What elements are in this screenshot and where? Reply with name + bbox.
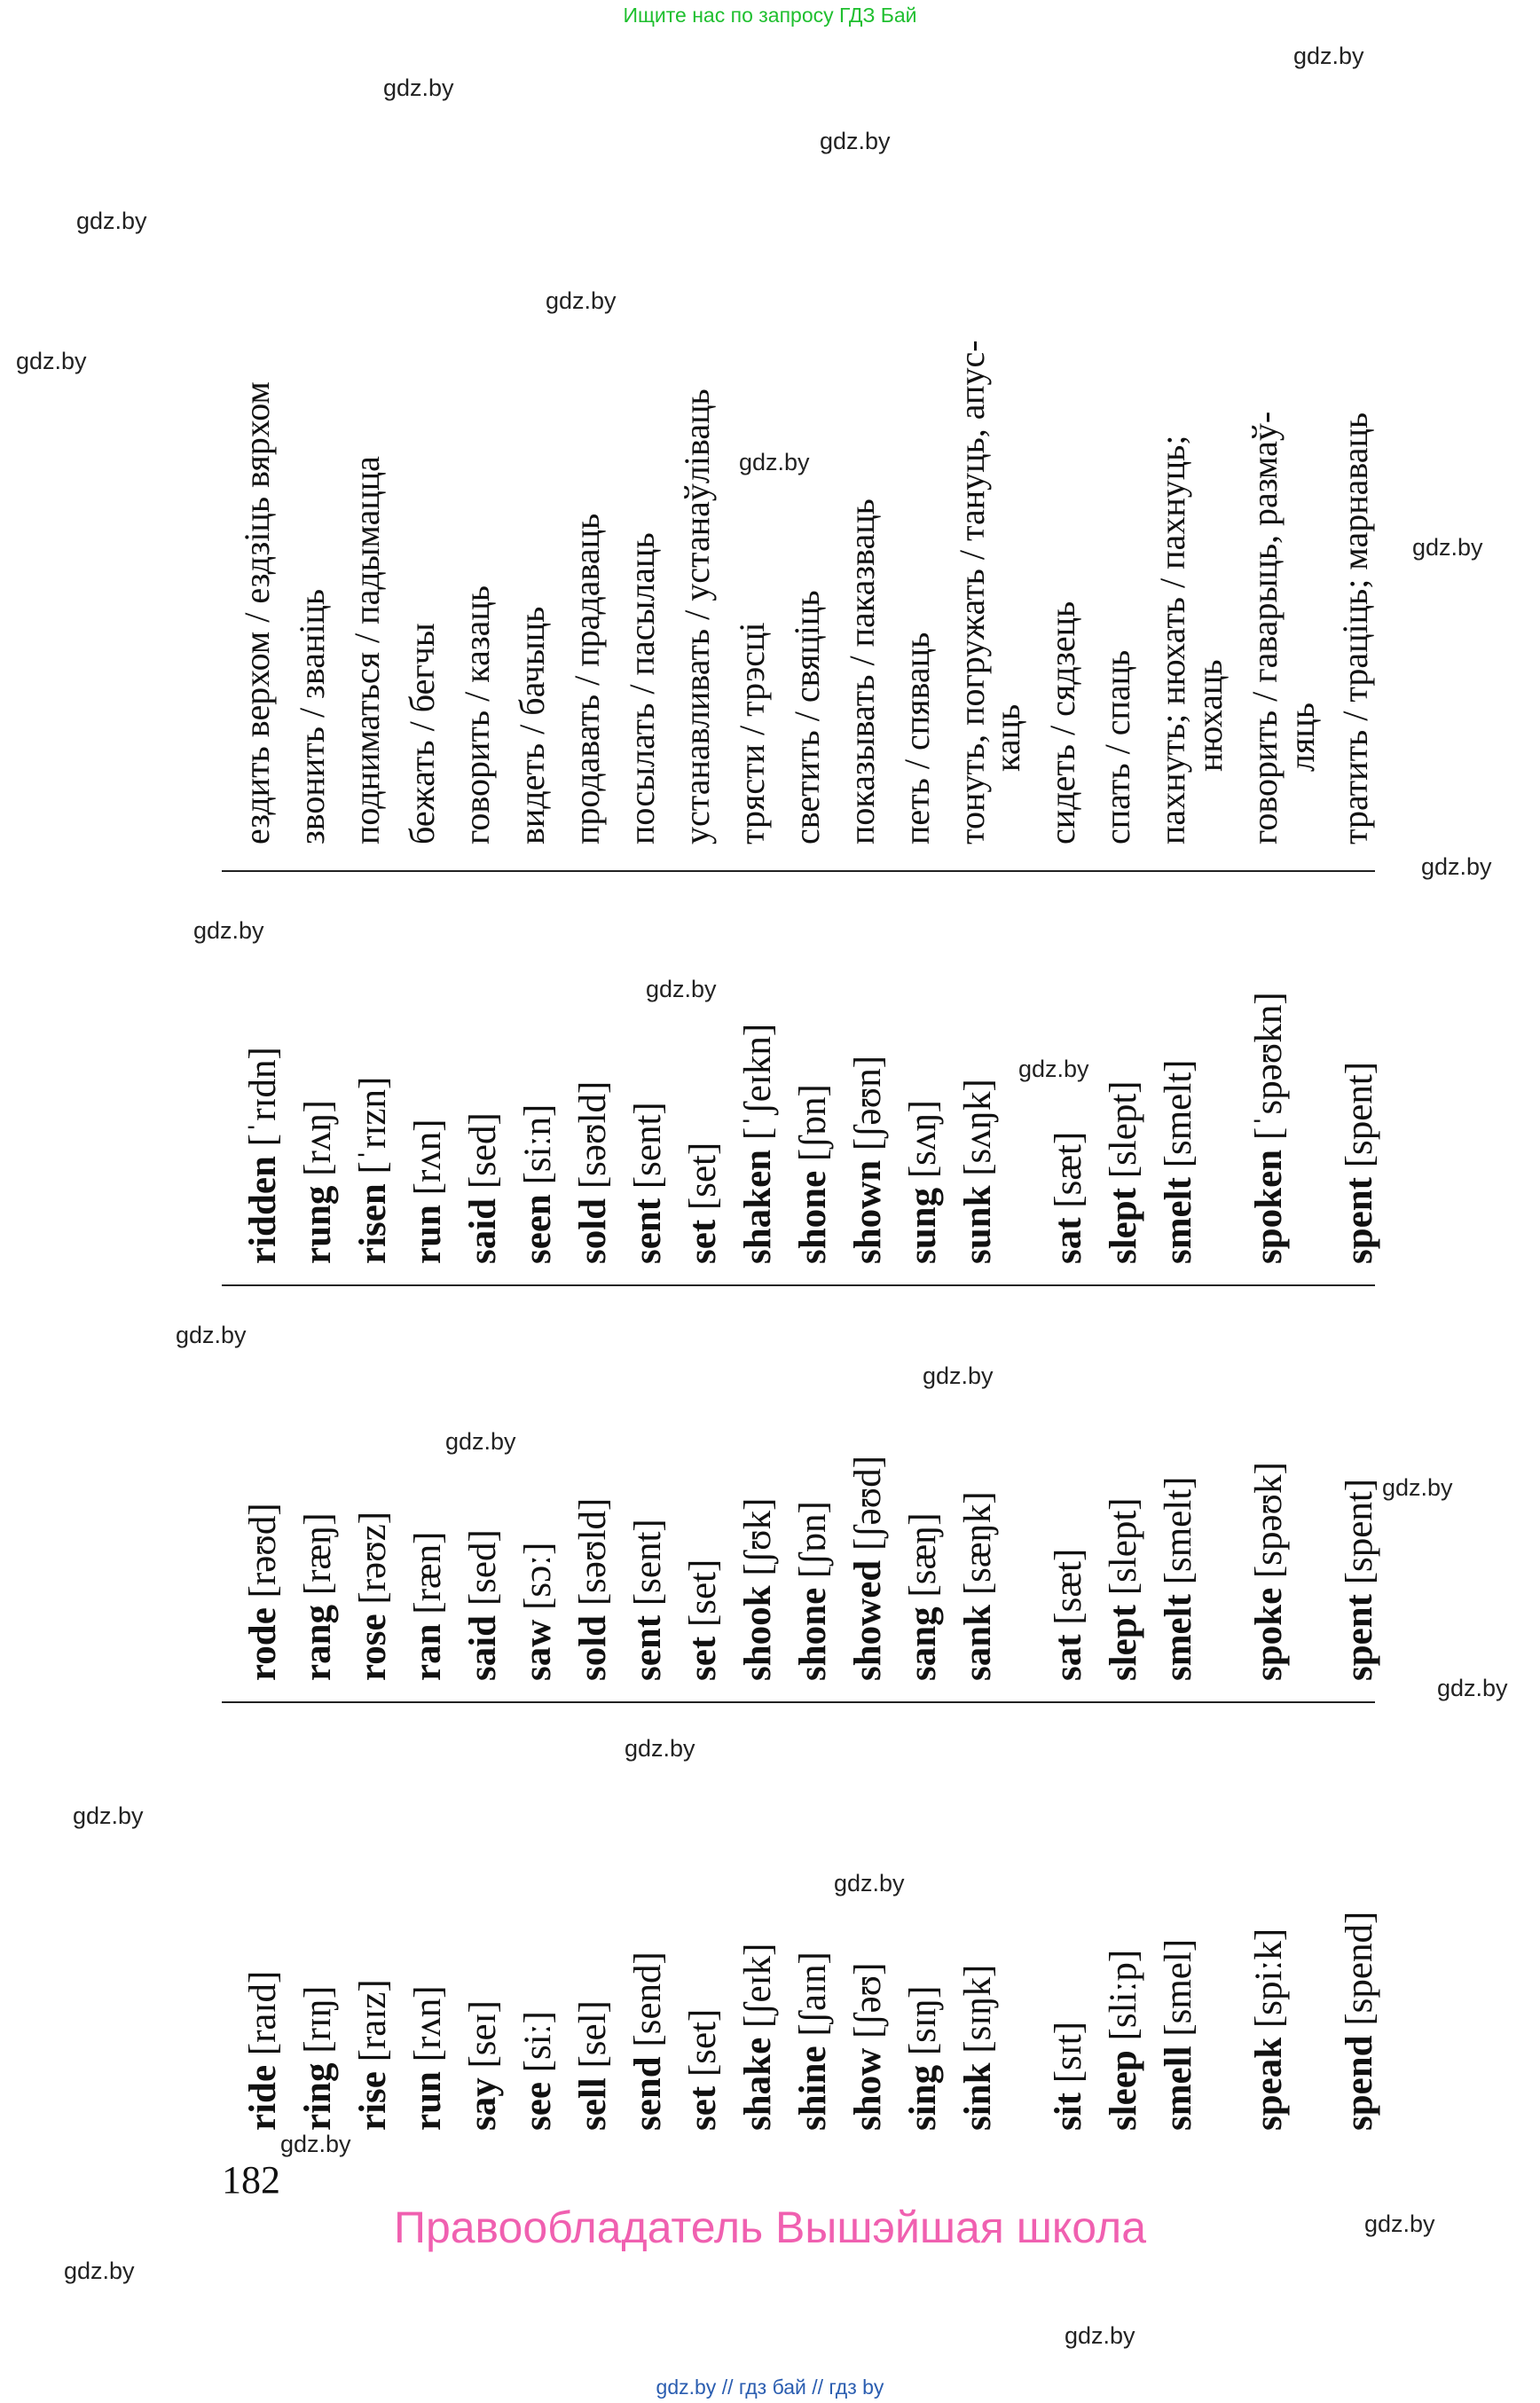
verb-word: sit bbox=[1048, 2093, 1089, 2131]
page-number: 182 bbox=[222, 2158, 280, 2202]
verb-word: say bbox=[462, 2077, 504, 2131]
verb-transcription: [ʃaɪn] bbox=[792, 1951, 834, 2046]
verb-transcription: [spend] bbox=[1339, 1911, 1380, 2036]
translation-line: тонуть, погружать / тануць, апус- bbox=[952, 340, 992, 844]
verb-entry bbox=[1157, 1939, 1200, 2131]
verb-transcription: [ʃɒn] bbox=[792, 1084, 834, 1171]
verb-transcription: [slept] bbox=[1103, 1497, 1144, 1605]
verb-entry bbox=[791, 1501, 835, 1681]
verb-entry bbox=[1102, 1080, 1145, 1264]
verb-entry bbox=[1247, 1928, 1291, 2131]
watermark-text: gdz.by bbox=[1018, 1056, 1089, 1082]
watermark-text: gdz.by bbox=[923, 1362, 994, 1389]
verb-word: ring bbox=[297, 2062, 339, 2131]
verb-word: set bbox=[682, 1636, 724, 1681]
translation-line: спать / спаць bbox=[1097, 649, 1137, 844]
verb-word: speak bbox=[1248, 2037, 1290, 2131]
verb-entry bbox=[626, 1519, 670, 1681]
translation-line: устанавливать / устанаўліваць bbox=[677, 389, 717, 844]
verb-entry bbox=[1338, 1479, 1381, 1681]
translation-line: пахнуть; нюхать / пахнуць; bbox=[1152, 435, 1192, 844]
verb-word: seen bbox=[517, 1194, 559, 1264]
verb-transcription: [ˈʃeɪkn] bbox=[737, 1023, 779, 1150]
verb-word: shaken bbox=[737, 1149, 779, 1264]
translation-line: сидеть / сядзець bbox=[1042, 601, 1082, 844]
verb-transcription: [sʌŋk] bbox=[957, 1079, 999, 1186]
verb-word: sat bbox=[1048, 1217, 1089, 1264]
divider-rule bbox=[222, 1701, 1375, 1703]
verb-word: send bbox=[627, 2056, 669, 2131]
verb-entry bbox=[1157, 1060, 1200, 1264]
verb-word: spoke bbox=[1248, 1587, 1290, 1681]
verb-transcription: [rʌŋ] bbox=[297, 1100, 339, 1186]
verb-word: sleep bbox=[1103, 2050, 1144, 2131]
verb-transcription: [spiːk] bbox=[1248, 1928, 1290, 2038]
verb-entry bbox=[351, 1077, 395, 1264]
verb-transcription: [siːn] bbox=[517, 1103, 559, 1195]
verb-transcription: [spent] bbox=[1339, 1478, 1380, 1595]
verb-word: set bbox=[682, 1219, 724, 1264]
watermark-text: gdz.by bbox=[280, 2131, 351, 2157]
verb-entry bbox=[846, 1962, 890, 2131]
verb-word: shine bbox=[792, 2046, 834, 2131]
verb-word: ran bbox=[407, 1623, 449, 1681]
verb-transcription: [smelt] bbox=[1158, 1059, 1199, 1178]
verb-entry bbox=[956, 1965, 1000, 2131]
verb-word: spent bbox=[1339, 1177, 1380, 1264]
verb-entry bbox=[901, 1986, 945, 2131]
verb-entry bbox=[846, 1456, 890, 1681]
verb-transcription: [sæŋ] bbox=[902, 1512, 944, 1607]
verb-transcription: [rəʊz] bbox=[352, 1511, 394, 1614]
bottom-links[interactable]: gdz.by // гдз бай // гдз by bbox=[656, 2376, 884, 2399]
verb-word: saw bbox=[517, 1619, 559, 1681]
translation-line: каць bbox=[987, 703, 1027, 772]
verb-word: shake bbox=[737, 2037, 779, 2131]
verb-word: rise bbox=[352, 2071, 394, 2131]
verb-transcription: [ˈrɪdn] bbox=[242, 1047, 284, 1157]
watermark-text: gdz.by bbox=[193, 917, 264, 944]
verb-word: show bbox=[847, 2047, 889, 2131]
verb-word: sent bbox=[627, 1614, 669, 1681]
verb-word: slept bbox=[1103, 1605, 1144, 1681]
verb-word: slept bbox=[1103, 1188, 1144, 1264]
watermark-text: gdz.by bbox=[834, 1870, 905, 1896]
divider-rule bbox=[222, 870, 1375, 872]
verb-entry bbox=[901, 1100, 945, 1264]
translation-line: звонить / званіць bbox=[292, 588, 332, 844]
verb-transcription: [raɪz] bbox=[352, 1979, 394, 2072]
verb-word: sold bbox=[572, 1614, 614, 1681]
copyright-owner-line: Правообладатель Вышэйшая школа bbox=[394, 2203, 1146, 2252]
watermark-text: gdz.by bbox=[1421, 853, 1492, 880]
verb-entry bbox=[626, 1951, 670, 2131]
verb-entry bbox=[296, 1986, 340, 2131]
watermark-text: gdz.by bbox=[1364, 2211, 1435, 2237]
verb-transcription: [set] bbox=[682, 2008, 724, 2086]
translation-line: говорить / казаць bbox=[457, 585, 497, 844]
verb-entry bbox=[1247, 1462, 1291, 1681]
verb-transcription: [rʌn] bbox=[407, 1985, 449, 2072]
verb-entry bbox=[1102, 1497, 1145, 1681]
verb-transcription: [siː] bbox=[517, 2011, 559, 2083]
verb-entry bbox=[516, 1104, 560, 1264]
watermark-text: gdz.by bbox=[383, 75, 454, 101]
verb-entry bbox=[571, 2000, 615, 2131]
watermark-text: gdz.by bbox=[739, 449, 810, 475]
verb-transcription: [slept] bbox=[1103, 1080, 1144, 1188]
verb-entry bbox=[681, 2009, 725, 2131]
verb-word: smelt bbox=[1158, 1594, 1199, 1681]
verb-entry bbox=[681, 1559, 725, 1681]
verb-word: sold bbox=[572, 1198, 614, 1264]
verb-entry bbox=[901, 1512, 945, 1681]
verb-entry bbox=[1157, 1477, 1200, 1681]
verb-transcription: [səʊld] bbox=[572, 1080, 614, 1198]
translation-line: ляць bbox=[1282, 702, 1322, 772]
verb-word: sat bbox=[1048, 1634, 1089, 1681]
verb-entry bbox=[571, 1498, 615, 1681]
verb-word: shone bbox=[792, 1170, 834, 1264]
verb-entry bbox=[406, 1119, 450, 1264]
verb-transcription: [seɪ] bbox=[462, 2000, 504, 2078]
verb-entry bbox=[571, 1081, 615, 1264]
verb-transcription: [ʃɒn] bbox=[792, 1501, 834, 1588]
verb-transcription: [rʌn] bbox=[407, 1119, 449, 1205]
verb-transcription: [ʃʊk] bbox=[737, 1497, 779, 1586]
verb-entry bbox=[956, 1079, 1000, 1264]
verb-word: said bbox=[462, 1198, 504, 1264]
verb-word: risen bbox=[352, 1183, 394, 1264]
watermark-text: gdz.by bbox=[546, 287, 617, 314]
verb-transcription: [sed] bbox=[462, 1112, 504, 1198]
verb-transcription: [set] bbox=[682, 1142, 724, 1220]
top-banner[interactable]: Ищите нас по запросу ГДЗ Бай bbox=[623, 4, 917, 27]
watermark-text: gdz.by bbox=[73, 1802, 144, 1829]
verb-entry bbox=[736, 1498, 780, 1681]
watermark-text: gdz.by bbox=[64, 2258, 135, 2284]
watermark-text: gdz.by bbox=[1437, 1675, 1508, 1701]
verb-entry bbox=[1047, 2022, 1090, 2131]
verb-entry bbox=[956, 1491, 1000, 1681]
verb-transcription: [sliːp] bbox=[1103, 1949, 1144, 2051]
verb-entry bbox=[296, 1512, 340, 1681]
watermark-text: gdz.by bbox=[820, 128, 891, 154]
translation-line: тратить / траціць; марнаваць bbox=[1335, 412, 1375, 844]
verb-transcription: [sɔː] bbox=[517, 1542, 559, 1620]
verb-entry bbox=[1338, 1912, 1381, 2131]
watermark-text: gdz.by bbox=[1382, 1474, 1453, 1501]
verb-transcription: [sɪŋ] bbox=[902, 1985, 944, 2065]
verb-transcription: [ʃəʊ] bbox=[847, 1962, 889, 2048]
verb-word: sing bbox=[902, 2064, 944, 2131]
translation-line: показывать / паказваць bbox=[842, 499, 882, 844]
verb-entry bbox=[516, 1543, 560, 1681]
verb-transcription: [smel] bbox=[1158, 1938, 1199, 2046]
verb-transcription: [sæŋk] bbox=[957, 1491, 999, 1605]
translation-line: трясти / трэсці bbox=[732, 622, 772, 844]
translation-line: ездить верхом / ездзіць вярхом bbox=[237, 381, 277, 844]
verb-word: shown bbox=[847, 1159, 889, 1264]
verb-word: ride bbox=[242, 2064, 284, 2131]
verb-word: sent bbox=[627, 1198, 669, 1264]
translation-line: видеть / бачыць bbox=[512, 606, 552, 844]
verb-word: spent bbox=[1339, 1594, 1380, 1681]
verb-transcription: [ræŋ] bbox=[297, 1512, 339, 1605]
verb-transcription: [sent] bbox=[627, 1519, 669, 1615]
verb-entry bbox=[736, 1024, 780, 1264]
watermark-text: gdz.by bbox=[1065, 2322, 1135, 2349]
verb-transcription: [set] bbox=[682, 1559, 724, 1637]
verb-entry bbox=[791, 1951, 835, 2131]
translation-line: светить / свяціць bbox=[787, 590, 827, 844]
verb-entry bbox=[681, 1143, 725, 1264]
verb-word: rose bbox=[352, 1614, 394, 1681]
verb-word: smell bbox=[1158, 2046, 1199, 2131]
verb-entry bbox=[296, 1100, 340, 1264]
translation-line: подниматься / падымацца bbox=[347, 456, 387, 844]
verb-word: shook bbox=[737, 1585, 779, 1681]
verb-entry bbox=[461, 1529, 505, 1681]
verb-transcription: [sel] bbox=[572, 2000, 614, 2078]
verb-word: rung bbox=[297, 1185, 339, 1264]
verb-transcription: [rəʊd] bbox=[242, 1503, 284, 1608]
verb-transcription: [sɪt] bbox=[1048, 2021, 1089, 2093]
verb-entry bbox=[241, 1047, 285, 1264]
verb-entry bbox=[626, 1102, 670, 1264]
verb-word: rode bbox=[242, 1607, 284, 1681]
verb-word: smelt bbox=[1158, 1177, 1199, 1264]
verb-entry bbox=[846, 1056, 890, 1264]
translation-line: бежать / бегчы bbox=[402, 623, 442, 844]
verb-word: sink bbox=[957, 2062, 999, 2131]
verb-word: showed bbox=[847, 1559, 889, 1681]
verb-entry bbox=[406, 1985, 450, 2131]
verb-transcription: [sed] bbox=[462, 1529, 504, 1615]
verb-transcription: [sɪŋk] bbox=[957, 1964, 999, 2063]
verb-entry bbox=[351, 1512, 395, 1681]
verb-transcription: [ˈspəʊkn] bbox=[1248, 992, 1290, 1150]
translation-line: нюхаць bbox=[1190, 659, 1230, 772]
watermark-text: gdz.by bbox=[646, 976, 717, 1002]
verb-word: see bbox=[517, 2082, 559, 2131]
verb-word: spoken bbox=[1248, 1149, 1290, 1264]
verb-entry bbox=[1047, 1132, 1090, 1264]
verb-transcription: [ʃəʊn] bbox=[847, 1055, 889, 1160]
translation-line: петь / спяваць bbox=[897, 632, 937, 844]
verb-entry bbox=[1338, 1062, 1381, 1264]
watermark-text: gdz.by bbox=[1412, 534, 1483, 561]
verb-entry bbox=[241, 1503, 285, 1681]
verb-word: sunk bbox=[957, 1185, 999, 1264]
verb-transcription: [ˈrɪzn] bbox=[352, 1076, 394, 1184]
translation-line: говорить / гаварыць, размаў- bbox=[1245, 411, 1285, 844]
verb-transcription: [sʌŋ] bbox=[902, 1100, 944, 1188]
verb-entry bbox=[241, 1971, 285, 2131]
verb-transcription: [rɪŋ] bbox=[297, 1985, 339, 2063]
verb-entry bbox=[516, 2011, 560, 2131]
verb-transcription: [sæt] bbox=[1048, 1548, 1089, 1635]
watermark-text: gdz.by bbox=[445, 1428, 516, 1455]
verb-word: sung bbox=[902, 1187, 944, 1264]
verb-transcription: [sent] bbox=[627, 1102, 669, 1198]
verb-word: sell bbox=[572, 2077, 614, 2131]
verb-word: said bbox=[462, 1614, 504, 1681]
verb-transcription: [smelt] bbox=[1158, 1476, 1199, 1595]
verb-entry bbox=[1047, 1549, 1090, 1681]
verb-transcription: [səʊld] bbox=[572, 1497, 614, 1615]
watermark-text: gdz.by bbox=[16, 348, 87, 374]
translation-line: посылать / пасылаць bbox=[622, 532, 662, 844]
watermark-text: gdz.by bbox=[76, 208, 147, 234]
watermark-text: gdz.by bbox=[625, 1735, 695, 1762]
verb-transcription: [ʃəʊd] bbox=[847, 1455, 889, 1560]
verb-transcription: [send] bbox=[627, 1951, 669, 2057]
watermark-text: gdz.by bbox=[1293, 43, 1364, 69]
verb-entry bbox=[1102, 1950, 1145, 2131]
verb-word: run bbox=[407, 2071, 449, 2131]
verb-transcription: [spəʊk] bbox=[1248, 1462, 1290, 1588]
watermark-text: gdz.by bbox=[176, 1322, 247, 1348]
verb-word: shone bbox=[792, 1587, 834, 1681]
verb-word: rang bbox=[297, 1605, 339, 1681]
translation-line: продавать / прадаваць bbox=[567, 513, 607, 844]
verb-word: ridden bbox=[242, 1156, 284, 1264]
verb-word: run bbox=[407, 1205, 449, 1264]
verb-word: set bbox=[682, 2085, 724, 2131]
verb-transcription: [ʃeɪk] bbox=[737, 1943, 779, 2038]
verb-entry bbox=[1247, 992, 1291, 1264]
verb-entry bbox=[351, 1979, 395, 2131]
verb-transcription: [spent] bbox=[1339, 1061, 1380, 1178]
verb-entry bbox=[406, 1532, 450, 1681]
divider-rule bbox=[222, 1284, 1375, 1286]
verb-word: sang bbox=[902, 1606, 944, 1681]
verb-entry bbox=[736, 1944, 780, 2131]
verb-entry bbox=[461, 1112, 505, 1264]
verb-transcription: [sæt] bbox=[1048, 1131, 1089, 1218]
verb-transcription: [ræn] bbox=[407, 1531, 449, 1624]
verb-entry bbox=[791, 1084, 835, 1264]
verb-word: sank bbox=[957, 1604, 999, 1681]
verb-entry bbox=[461, 2000, 505, 2131]
verb-transcription: [raɪd] bbox=[242, 1970, 284, 2065]
verb-word: spend bbox=[1339, 2035, 1380, 2131]
